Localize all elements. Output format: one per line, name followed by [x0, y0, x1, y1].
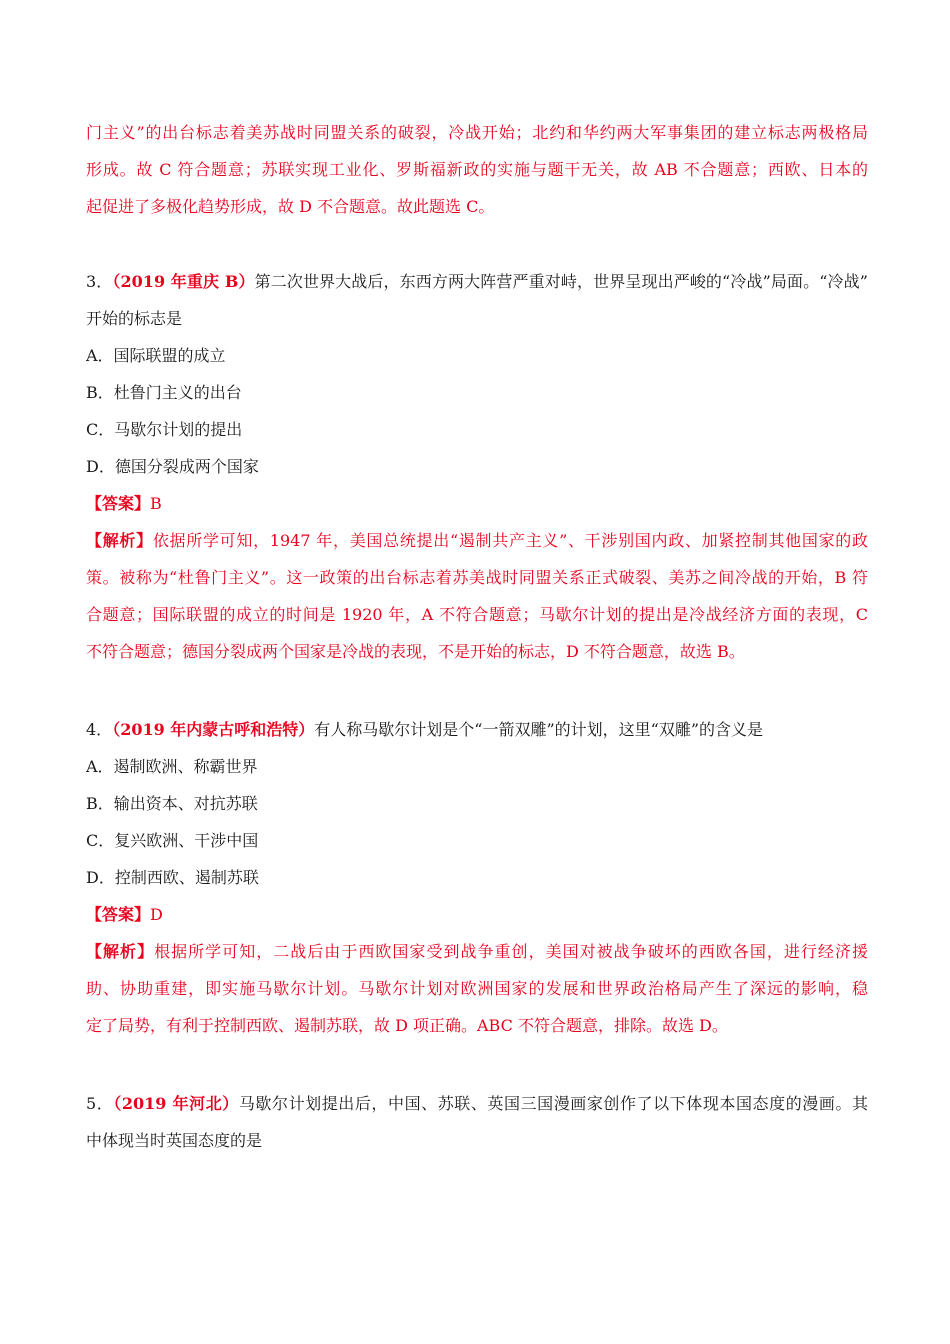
question-source: （2019 年河北） [113, 1094, 239, 1113]
option-d: D．德国分裂成两个国家 [86, 457, 259, 476]
analysis-line: 助、协助重建，即实施马歇尔计划。马歇尔计划对欧洲国家的发展和世界政治格局产生了深远的影响，稳 [86, 979, 868, 998]
answer-label: 【答案】 [86, 494, 151, 513]
question-4 [86, 711, 868, 1044]
analysis-text: 依据所学可知，1947 年，美国总统提出“遏制共产主义”、干涉别国内政、加紧控制其他国家的政 [152, 531, 868, 550]
question-number: 3． [86, 272, 113, 291]
question-number: 5． [86, 1094, 114, 1113]
analysis-text: 根据所学可知，二战后由于西欧国家受到战争重创，美国对被战争破坏的西欧各国，进行经济援 [154, 942, 868, 961]
question-5 [86, 1085, 868, 1159]
previous-analysis-continuation [86, 114, 868, 225]
answer [86, 485, 868, 522]
question-source: （2019 年重庆 B） [112, 272, 255, 291]
option-d: D．控制西欧、遏制苏联 [86, 868, 259, 887]
analysis [86, 933, 868, 970]
question-stem [86, 1085, 868, 1122]
analysis-line: 不符合题意；德国分裂成两个国家是冷战的表现，不是开始的标志，D 不符合题意，故选 B。 [86, 642, 745, 661]
question-number: 4． [86, 720, 113, 739]
option-a: A．遏制欧洲、称霸世界 [86, 757, 258, 776]
analysis-line: 起促进了多极化趋势形成，故 D 不合题意。故此题选 C。 [86, 197, 495, 216]
question-stem [86, 263, 868, 300]
answer-label: 【答案】 [86, 905, 151, 924]
question-text: 马歇尔计划提出后，中国、苏联、英国三国漫画家创作了以下体现本国态度的漫画。其 [238, 1094, 868, 1113]
analysis-line: 合题意；国际联盟的成立的时间是 1920 年，A 不符合题意；马歇尔计划的提出是冷战经济方面的表现，C [86, 605, 868, 624]
analysis [86, 522, 868, 559]
answer [86, 896, 868, 933]
answer-value: D [150, 905, 163, 924]
question-text-continued: 中体现当时英国态度的是 [86, 1131, 263, 1150]
option-c: C．复兴欧洲、干涉中国 [86, 831, 259, 850]
option-a: A．国际联盟的成立 [86, 346, 226, 365]
question-text-continued: 开始的标志是 [86, 309, 183, 328]
option-c: C．马歇尔计划的提出 [86, 420, 243, 439]
option-b: B．输出资本、对抗苏联 [86, 794, 258, 813]
analysis-line: 定了局势，有利于控制西欧、遏制苏联，故 D 项正确。ABC 不符合题意，排除。故选 D。 [86, 1016, 728, 1035]
option-b: B．杜鲁门主义的出台 [86, 383, 242, 402]
analysis-label: 【解析】 [86, 531, 153, 550]
analysis-line: 门主义”的出台标志着美苏战时同盟关系的破裂，冷战开始；北约和华约两大军事集团的建立标志两极格局 [86, 123, 868, 142]
question-3 [86, 263, 868, 670]
question-stem [86, 711, 868, 748]
question-text: 第二次世界大战后，东西方两大阵营严重对峙，世界呈现出严峻的“冷战”局面。“冷战” [254, 272, 868, 291]
analysis-line: 形成。故 C 符合题意；苏联实现工业化、罗斯福新政的实施与题干无关，故 AB 不合题意；西欧、日本的 [86, 160, 868, 179]
question-text: 有人称马歇尔计划是个“一箭双雕”的计划，这里“双雕”的含义是 [314, 720, 764, 739]
analysis-line: 策。被称为“杜鲁门主义”。这一政策的出台标志着苏美战时同盟关系正式破裂、美苏之间冷战的开始，B 符 [86, 568, 868, 587]
analysis-label: 【解析】 [86, 942, 155, 961]
question-source: （2019 年内蒙古呼和浩特） [112, 720, 315, 739]
answer-value: B [150, 494, 162, 513]
